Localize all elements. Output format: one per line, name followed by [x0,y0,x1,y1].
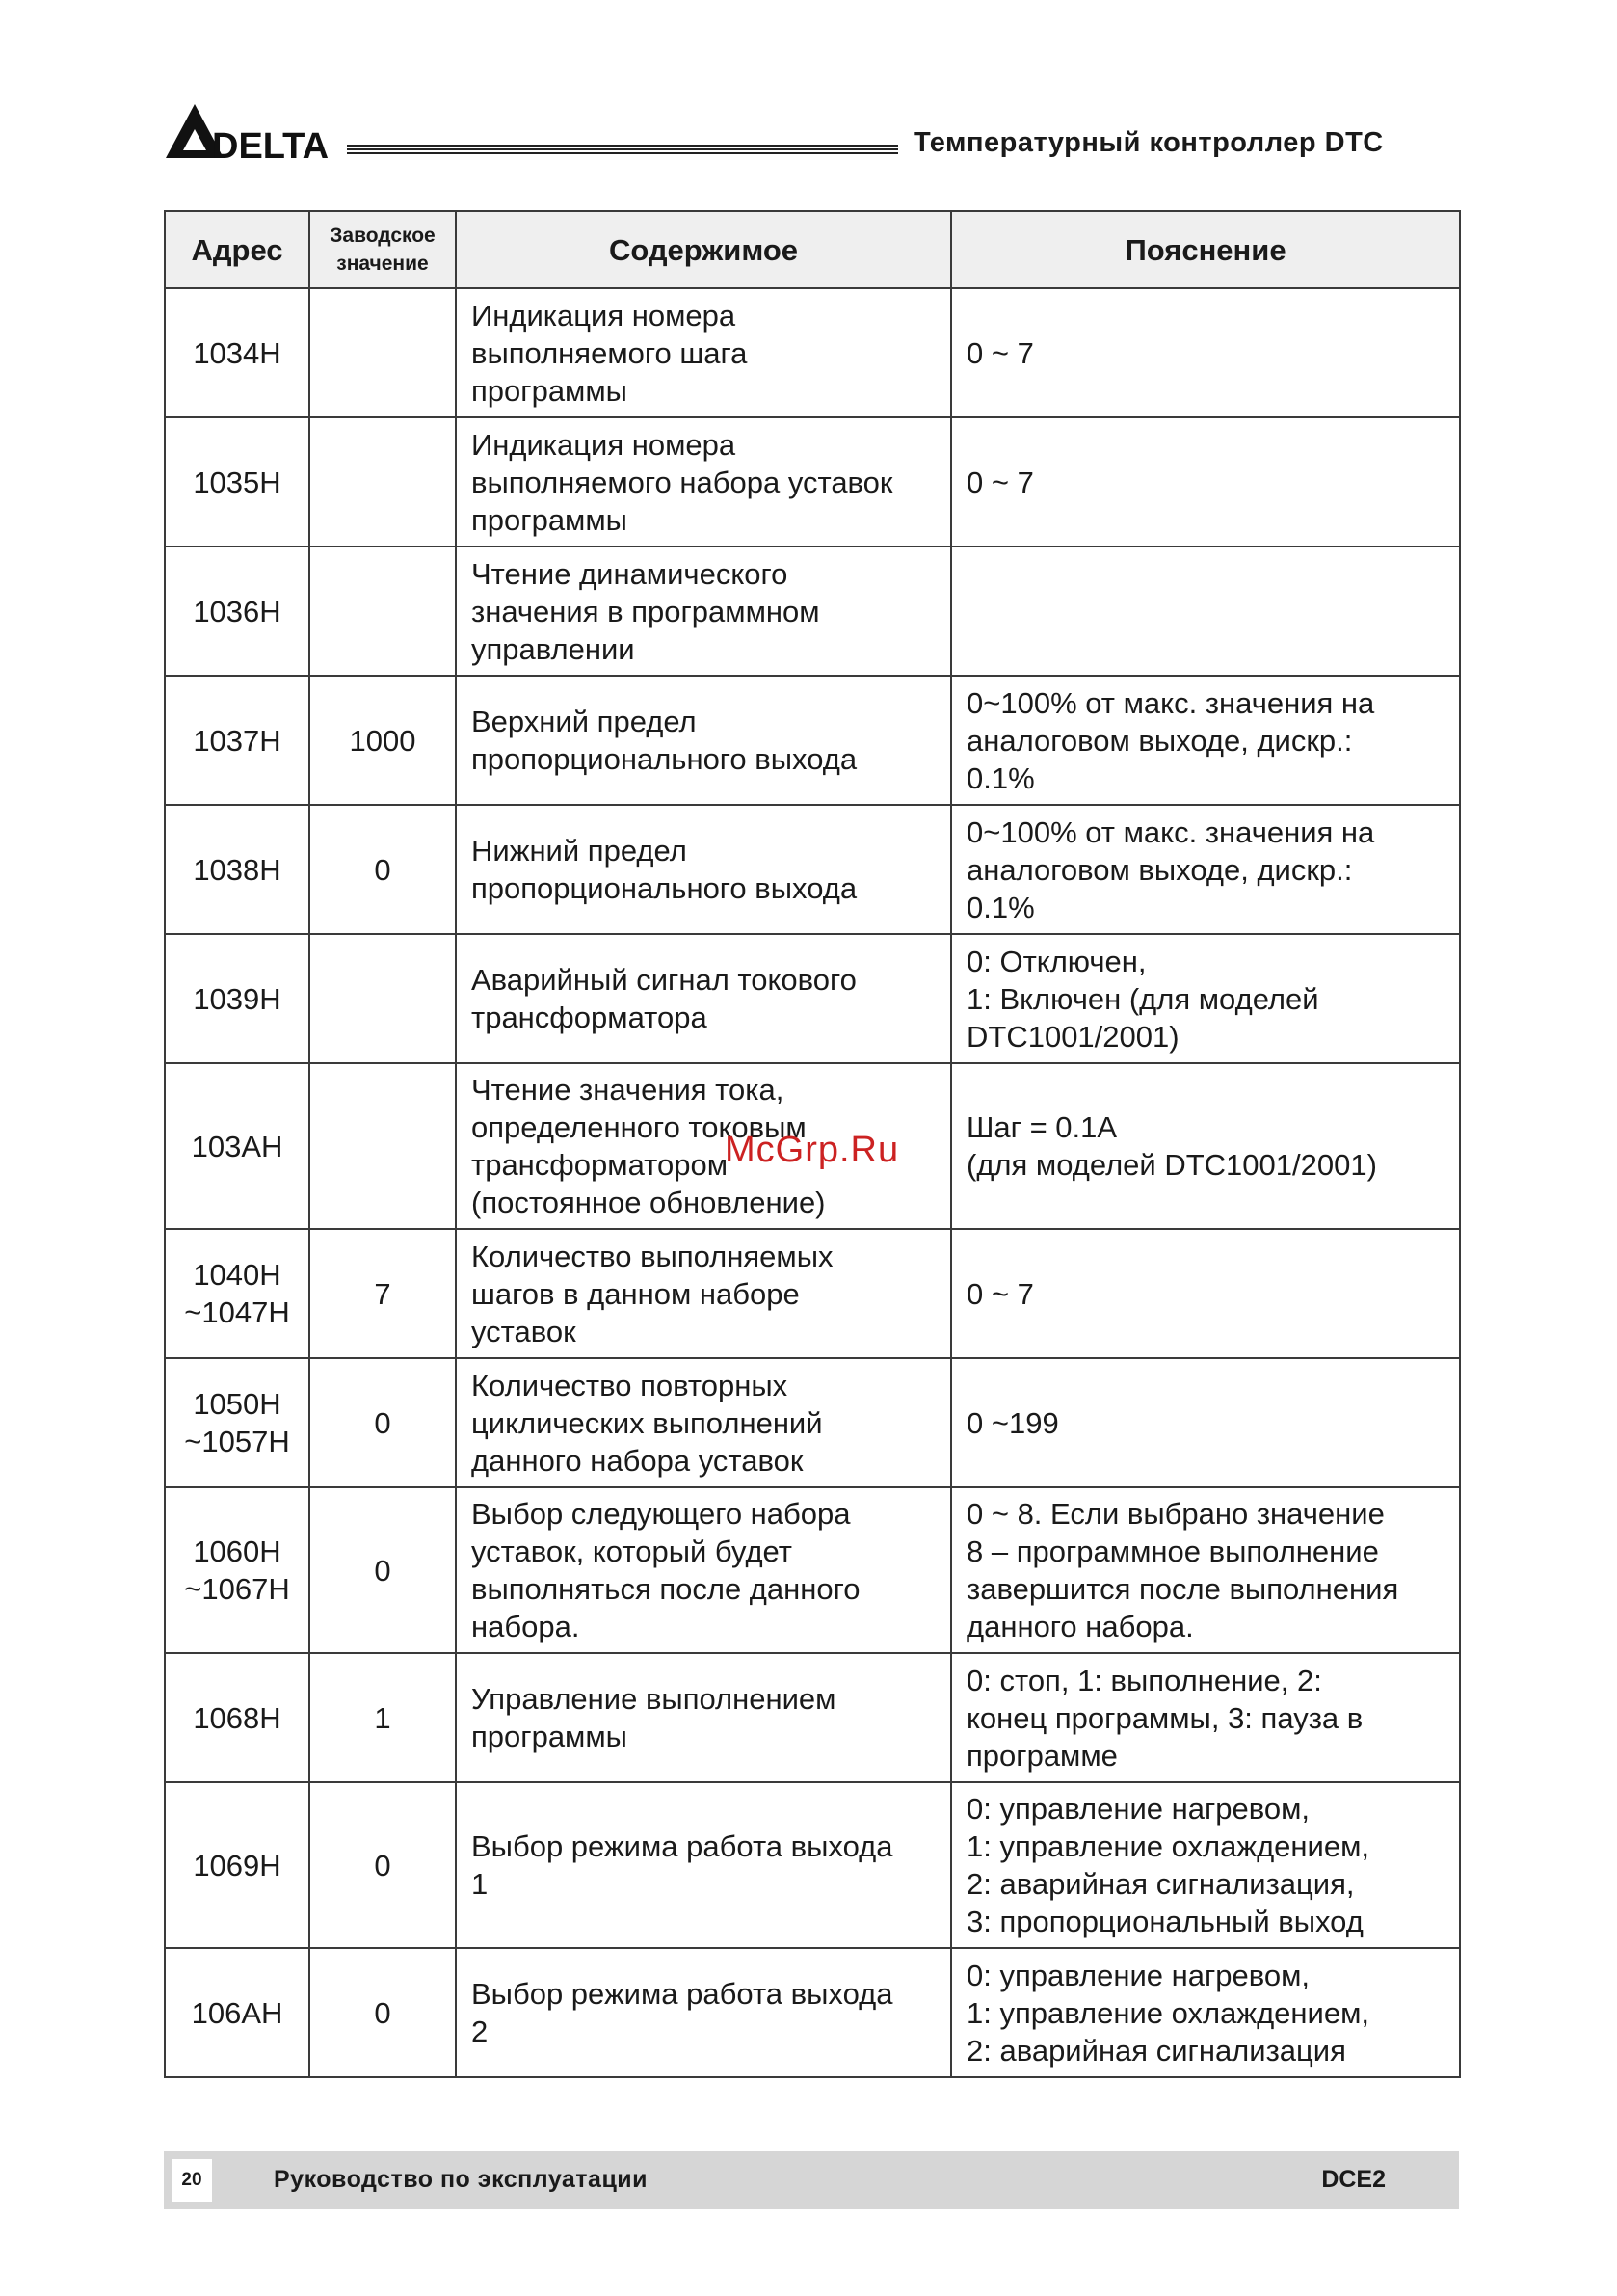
table-row [165,1782,1460,1948]
cell-content: Выбор следующего набора уставок, который будет выполняться после данного набора. [456,1487,951,1653]
cell-address: 1037H [165,676,309,805]
cell-explanation [951,547,1460,676]
cell-explanation: 0~100% от макс. значения на аналоговом выходе, дискр.: 0.1% [951,805,1460,934]
cell-default: 0 [309,1358,456,1487]
table-row [165,417,1460,547]
table-row [165,676,1460,805]
cell-address: 103AH [165,1063,309,1229]
footer-title: Руководство по эксплуатации [274,2166,649,2193]
cell-content: Управление выполнением программы [456,1653,951,1782]
cell-default [309,547,456,676]
watermark: McGrp.Ru [725,1130,900,1170]
page-footer [164,2151,1459,2209]
cell-content: Аварийный сигнал токового трансформатора [456,934,951,1063]
table-row [165,1653,1460,1782]
table-row [165,1487,1460,1653]
page-number: 20 [172,2159,212,2202]
table-row [165,547,1460,676]
table-header-row [165,211,1460,288]
cell-address: 1040H ~1047H [165,1229,309,1358]
page-header-title: Температурный контроллер DTC [914,127,1384,158]
cell-address: 1050H ~1057H [165,1358,309,1487]
delta-logo [164,100,333,162]
header-rule [347,145,898,156]
cell-address: 1036H [165,547,309,676]
header-address: Адрес [165,211,309,288]
cell-explanation: 0 ~ 7 [951,288,1460,417]
header-explanation: Пояснение [951,211,1460,288]
table-row [165,1229,1460,1358]
cell-content: Верхний предел пропорционального выхода [456,676,951,805]
cell-default [309,288,456,417]
cell-explanation: 0: стоп, 1: выполнение, 2: конец программы, 3: пауза в программе [951,1653,1460,1782]
cell-content: Чтение динамического значения в программном управлении [456,547,951,676]
footer-code: DCE2 [1321,2166,1386,2193]
cell-content: Выбор режима работа выхода 2 [456,1948,951,2077]
cell-default [309,417,456,547]
cell-explanation: 0 ~ 8. Если выбрано значение 8 – программное выполнение завершится после выполнения данного набора. [951,1487,1460,1653]
cell-default: 7 [309,1229,456,1358]
cell-explanation: 0: управление нагревом, 1: управление охлаждением, 2: аварийная сигнализация [951,1948,1460,2077]
table-row [165,288,1460,417]
cell-default: 0 [309,1948,456,2077]
header-default: Заводское значение [309,211,456,288]
cell-explanation: 0 ~ 7 [951,1229,1460,1358]
cell-address: 1069H [165,1782,309,1948]
cell-explanation: 0: Отключен, 1: Включен (для моделей DTC1001/2001) [951,934,1460,1063]
cell-content: Индикация номера выполняемого шага программы [456,288,951,417]
cell-default [309,1063,456,1229]
cell-explanation: 0 ~199 [951,1358,1460,1487]
cell-address: 1034H [165,288,309,417]
cell-default: 1 [309,1653,456,1782]
cell-address: 1038H [165,805,309,934]
cell-content: Нижний предел пропорционального выхода [456,805,951,934]
table-row [165,1358,1460,1487]
cell-content: Выбор режима работа выхода 1 [456,1782,951,1948]
table-row [165,1948,1460,2077]
cell-explanation: 0: управление нагревом, 1: управление охлаждением, 2: аварийная сигнализация, 3: пропорциональный выход [951,1782,1460,1948]
cell-default [309,934,456,1063]
cell-default: 0 [309,1782,456,1948]
cell-address: 1060H ~1067H [165,1487,309,1653]
table-row [165,934,1460,1063]
cell-address: 1039H [165,934,309,1063]
cell-content: Количество повторных циклических выполнений данного набора уставок [456,1358,951,1487]
cell-content: Количество выполняемых шагов в данном наборе уставок [456,1229,951,1358]
cell-default: 0 [309,805,456,934]
header-content: Содержимое [456,211,951,288]
cell-default: 0 [309,1487,456,1653]
logo-text: DELTA [212,126,330,162]
cell-address: 1068H [165,1653,309,1782]
delta-logo-icon [164,100,333,162]
cell-explanation: 0~100% от макс. значения на аналоговом выходе, дискр.: 0.1% [951,676,1460,805]
cell-default: 1000 [309,676,456,805]
cell-address: 1035H [165,417,309,547]
cell-content: Индикация номера выполняемого набора уставок программы [456,417,951,547]
table-row [165,805,1460,934]
cell-address: 106AH [165,1948,309,2077]
cell-explanation: 0 ~ 7 [951,417,1460,547]
cell-content: Чтение значения тока, определенного токовым трансформатором (постоянное обновление) [456,1063,951,1229]
cell-explanation: Шаг = 0.1А (для моделей DTC1001/2001) [951,1063,1460,1229]
